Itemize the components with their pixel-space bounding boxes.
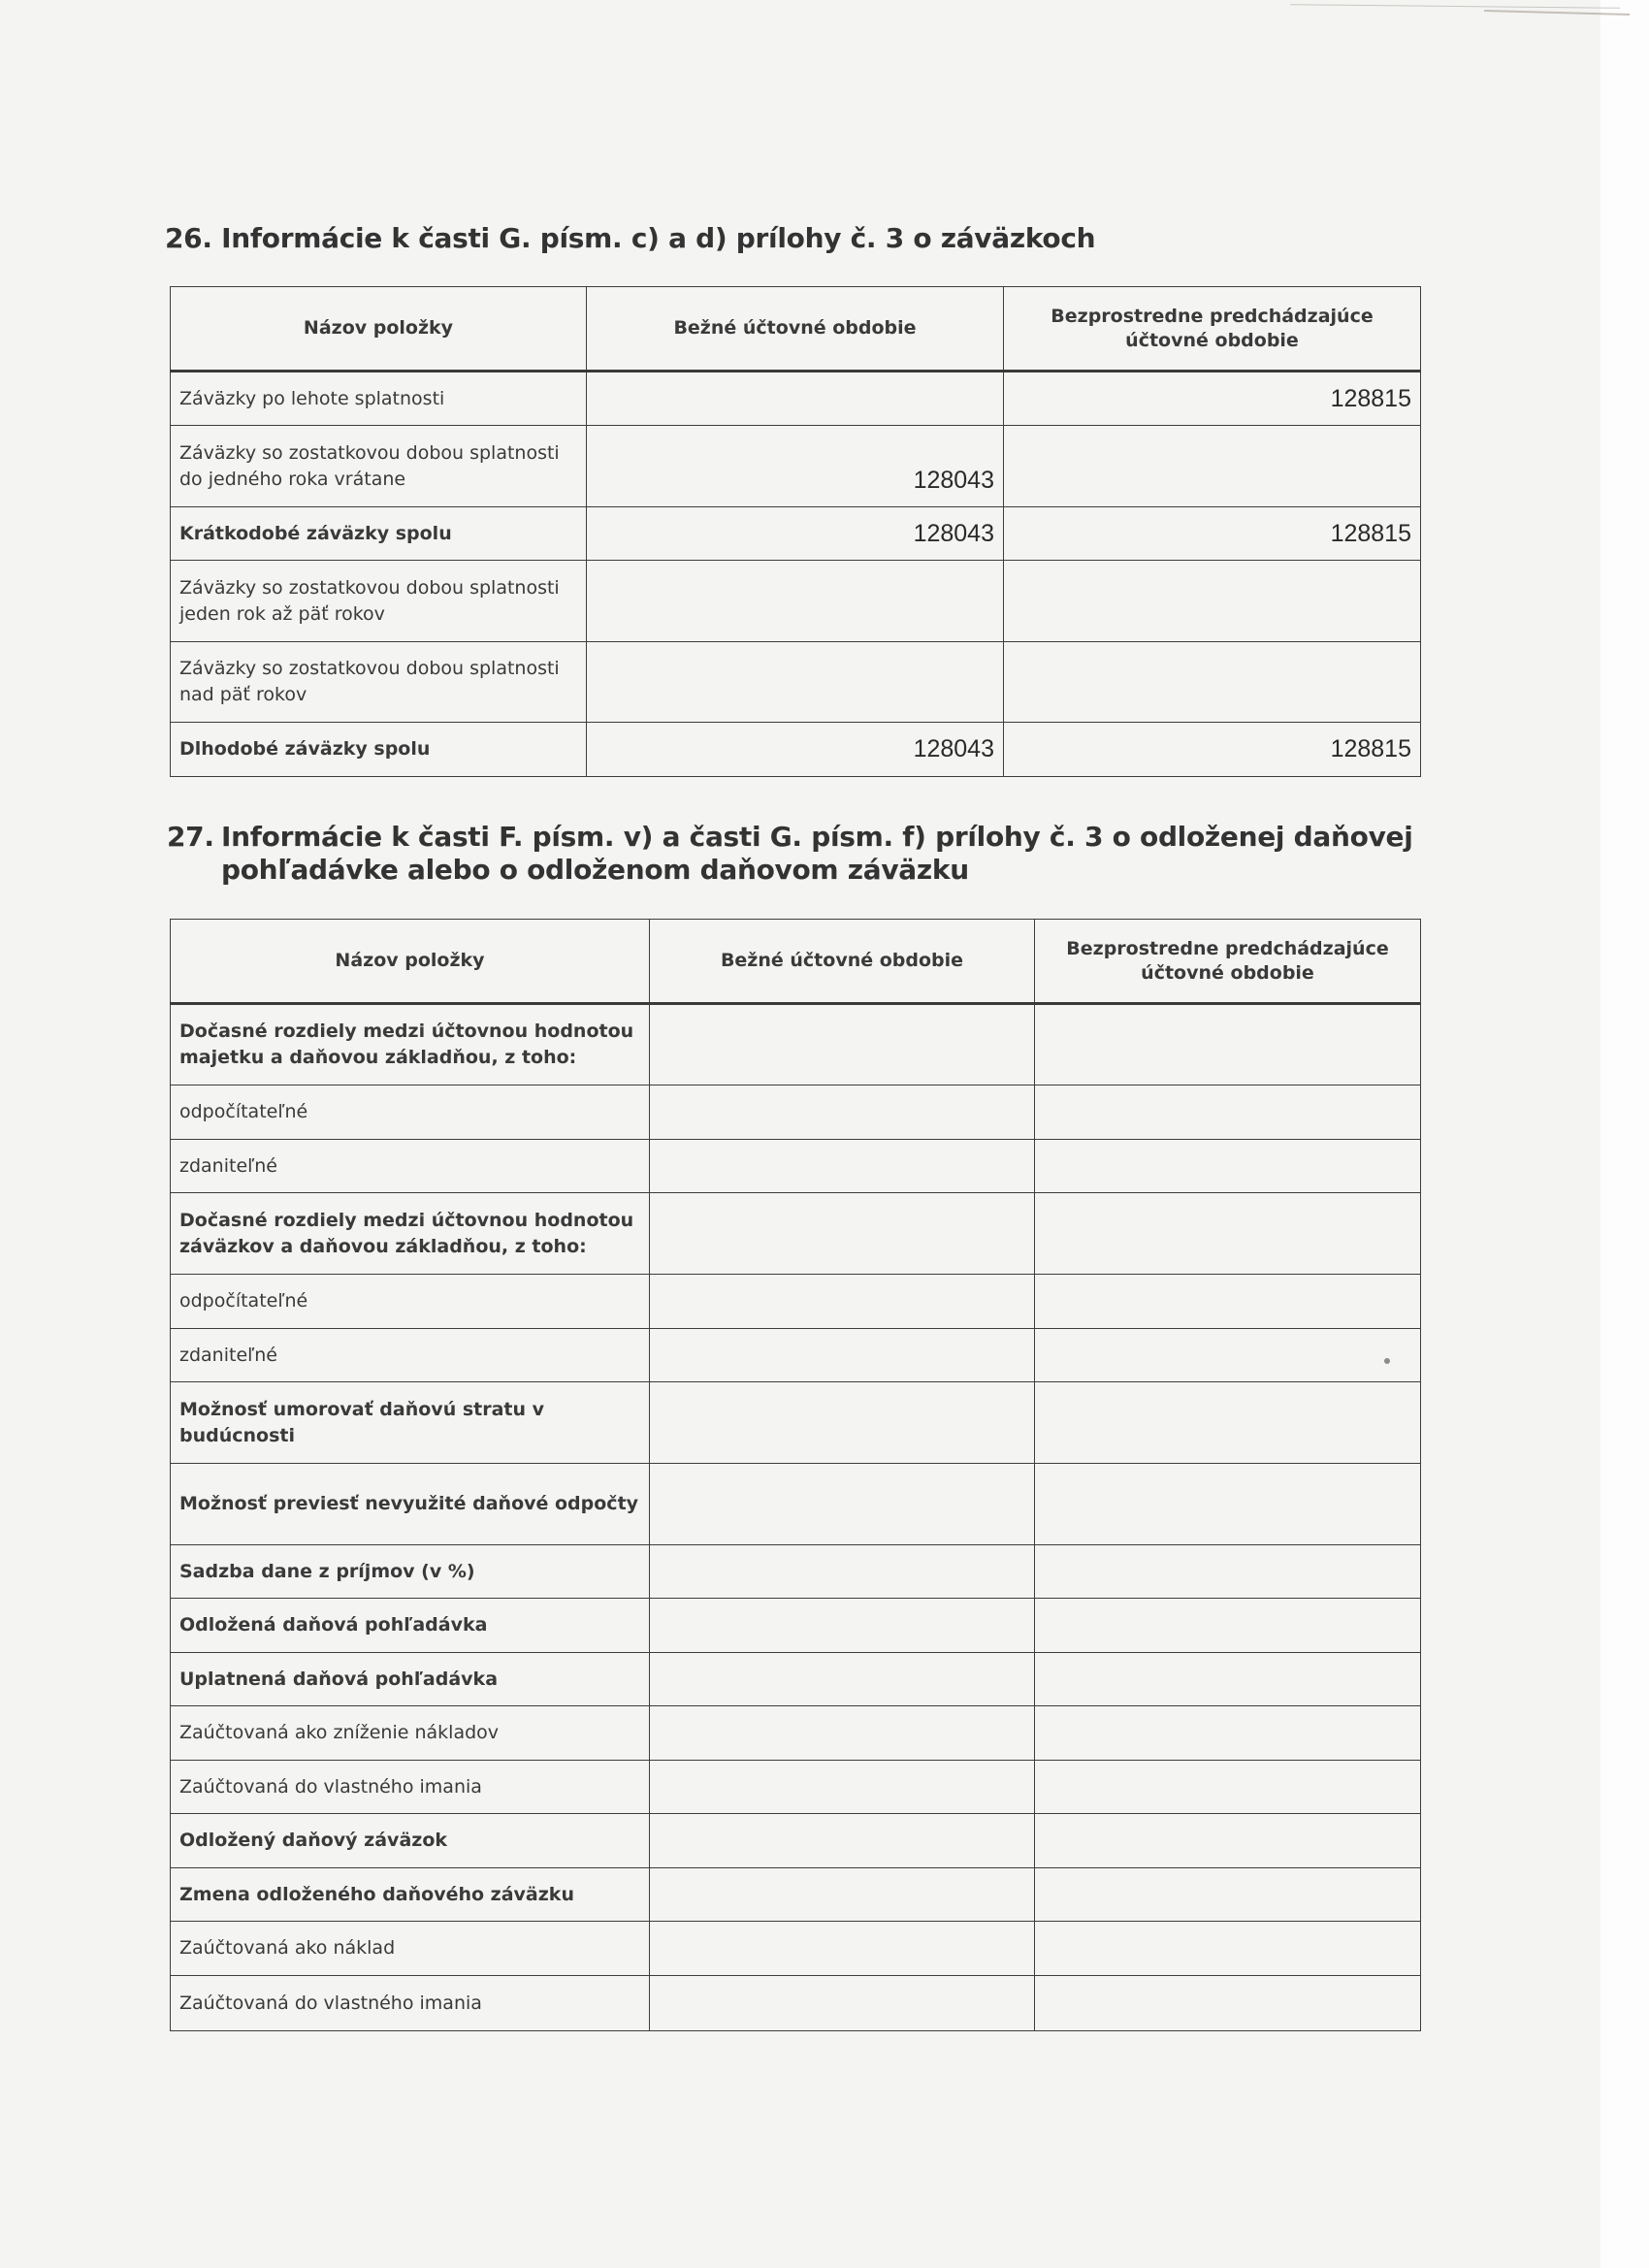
row-label: Možnosť umorovať daňovú stratu v budúcnosti: [171, 1382, 650, 1464]
row-label: Možnosť previesť nevyužité daňové odpočty: [171, 1464, 650, 1545]
table-row: [171, 1706, 1421, 1761]
current-period-value: [587, 642, 1004, 723]
section-title-text: Informácie k časti F. písm. v) a časti G. písm. f) prílohy č. 3 o odloženej daňovej pohľadávke alebo o odloženom daňovom záväzku: [221, 821, 1413, 886]
current-period-value: [587, 372, 1004, 426]
previous-period-value: [1035, 1004, 1421, 1085]
current-period-value: [650, 1814, 1035, 1868]
current-period-value: [650, 1868, 1035, 1922]
table-row: [171, 1329, 1421, 1382]
table-row: [171, 1275, 1421, 1329]
column-header-previous-period: Bezprostredne predchádzajúce účtovné obdobie: [1035, 920, 1421, 1004]
table-row: [171, 1382, 1421, 1464]
current-period-value: 128043: [587, 426, 1004, 507]
table-row: [171, 1976, 1421, 2031]
current-period-value: [650, 1004, 1035, 1085]
row-label: Záväzky so zostatkovou dobou splatnosti do jedného roka vrátane: [171, 426, 587, 507]
current-period-value: [650, 1599, 1035, 1653]
table-row: [171, 1868, 1421, 1922]
row-label: Zaúčtovaná ako zníženie nákladov: [171, 1706, 650, 1761]
current-period-value: [650, 1275, 1035, 1329]
current-period-value: [650, 1545, 1035, 1599]
previous-period-value: [1035, 1464, 1421, 1545]
current-period-value: [650, 1706, 1035, 1761]
previous-period-value: [1035, 1761, 1421, 1814]
table-row: [171, 1653, 1421, 1706]
row-label: Záväzky so zostatkovou dobou splatnosti jeden rok až päť rokov: [171, 561, 587, 642]
row-label: odpočítateľné: [171, 1085, 650, 1140]
table-row: [171, 372, 1421, 426]
liabilities-table: [170, 286, 1421, 777]
previous-period-value: [1004, 561, 1421, 642]
table-row: [171, 1545, 1421, 1599]
current-period-value: 128043: [587, 507, 1004, 561]
section-27-title: [165, 821, 1426, 887]
row-label: Zaúčtovaná ako náklad: [171, 1922, 650, 1976]
previous-period-value: 128815: [1004, 723, 1421, 777]
row-label: Zaúčtovaná do vlastného imania: [171, 1761, 650, 1814]
previous-period-value: [1035, 1085, 1421, 1140]
current-period-value: [650, 1140, 1035, 1193]
column-header-item-name: Názov položky: [171, 920, 650, 1004]
table-row: [171, 723, 1421, 777]
row-label: zdaniteľné: [171, 1329, 650, 1382]
table-row: [171, 1464, 1421, 1545]
current-period-value: 128043: [587, 723, 1004, 777]
column-header-current-period: Bežné účtovné obdobie: [587, 287, 1004, 372]
scan-page-edge: [1600, 0, 1649, 2268]
row-label: Záväzky po lehote splatnosti: [171, 372, 587, 426]
row-label: Záväzky so zostatkovou dobou splatnosti nad päť rokov: [171, 642, 587, 723]
previous-period-value: [1035, 1545, 1421, 1599]
row-label: Dlhodobé záväzky spolu: [171, 723, 587, 777]
current-period-value: [587, 561, 1004, 642]
row-label: odpočítateľné: [171, 1275, 650, 1329]
current-period-value: [650, 1085, 1035, 1140]
row-label: Odložený daňový záväzok: [171, 1814, 650, 1868]
row-label: Zmena odloženého daňového záväzku: [171, 1868, 650, 1922]
previous-period-value: [1035, 1329, 1421, 1382]
row-label: Dočasné rozdiely medzi účtovnou hodnotou záväzkov a daňovou základňou, z toho:: [171, 1193, 650, 1275]
previous-period-value: [1004, 426, 1421, 507]
current-period-value: [650, 1193, 1035, 1275]
current-period-value: [650, 1382, 1035, 1464]
previous-period-value: [1035, 1814, 1421, 1868]
previous-period-value: [1035, 1275, 1421, 1329]
table-row: [171, 642, 1421, 723]
column-header-current-period: Bežné účtovné obdobie: [650, 920, 1035, 1004]
table-row: [171, 1085, 1421, 1140]
table-row: [171, 1814, 1421, 1868]
table-row: [171, 1761, 1421, 1814]
column-header-item-name: Názov položky: [171, 287, 587, 372]
row-label: zdaniteľné: [171, 1140, 650, 1193]
row-label: Sadzba dane z príjmov (v %): [171, 1545, 650, 1599]
previous-period-value: [1004, 642, 1421, 723]
table-row: [171, 1193, 1421, 1275]
table-row: [171, 1140, 1421, 1193]
row-label: Zaúčtovaná do vlastného imania: [171, 1976, 650, 2031]
previous-period-value: [1035, 1193, 1421, 1275]
previous-period-value: 128815: [1004, 507, 1421, 561]
deferred-tax-table: [170, 919, 1421, 2031]
previous-period-value: [1035, 1653, 1421, 1706]
previous-period-value: 128815: [1004, 372, 1421, 426]
current-period-value: [650, 1653, 1035, 1706]
current-period-value: [650, 1761, 1035, 1814]
current-period-value: [650, 1922, 1035, 1976]
column-header-previous-period: Bezprostredne predchádzajúce účtovné obdobie: [1004, 287, 1421, 372]
table-row: [171, 507, 1421, 561]
previous-period-value: [1035, 1140, 1421, 1193]
current-period-value: [650, 1464, 1035, 1545]
table-row: [171, 1004, 1421, 1085]
section-26-title: 26. Informácie k časti G. písm. c) a d) prílohy č. 3 o záväzkoch: [165, 222, 1096, 254]
previous-period-value: [1035, 1706, 1421, 1761]
row-label: Dočasné rozdiely medzi účtovnou hodnotou majetku a daňovou základňou, z toho:: [171, 1004, 650, 1085]
previous-period-value: [1035, 1922, 1421, 1976]
table-row: [171, 1599, 1421, 1653]
table-row: [171, 426, 1421, 507]
row-label: Krátkodobé záväzky spolu: [171, 507, 587, 561]
current-period-value: [650, 1976, 1035, 2031]
table-row: [171, 561, 1421, 642]
previous-period-value: [1035, 1976, 1421, 2031]
section-number: 27.: [167, 821, 214, 853]
current-period-value: [650, 1329, 1035, 1382]
row-label: Uplatnená daňová pohľadávka: [171, 1653, 650, 1706]
row-label: Odložená daňová pohľadávka: [171, 1599, 650, 1653]
previous-period-value: [1035, 1868, 1421, 1922]
previous-period-value: [1035, 1599, 1421, 1653]
previous-period-value: [1035, 1382, 1421, 1464]
table-row: [171, 1922, 1421, 1976]
